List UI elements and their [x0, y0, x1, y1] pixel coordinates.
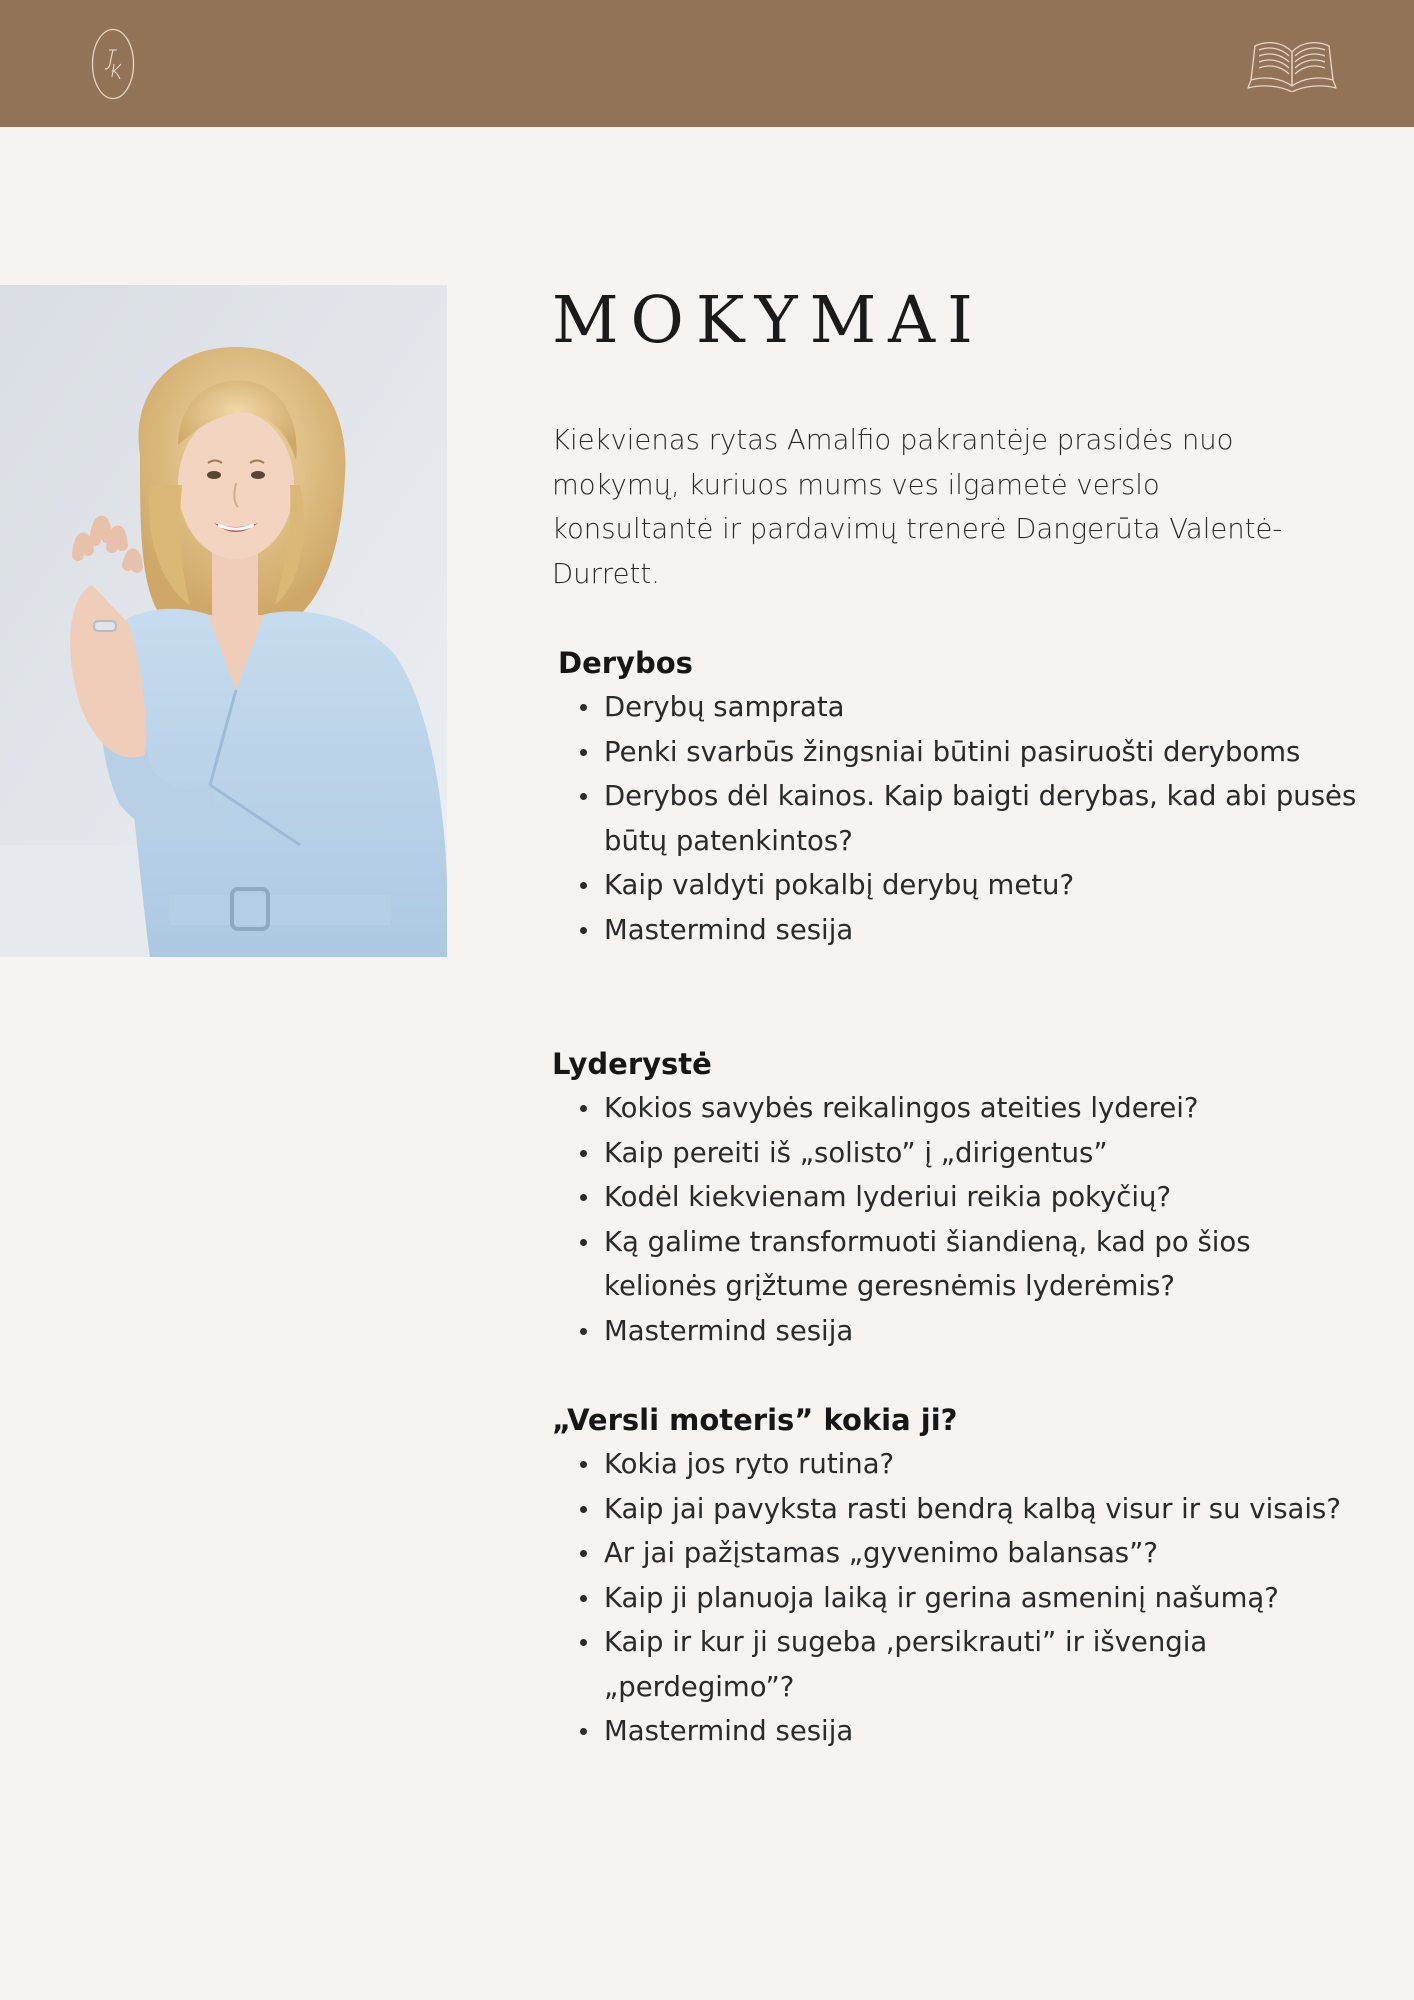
section-heading-versli-moteris: „Versli moteris” kokia ji? — [552, 1403, 958, 1437]
list-item: Kaip ji planuoja laiką ir gerina asmeninį našumą? — [604, 1576, 1364, 1621]
list-item: Kaip pereiti iš „solisto” į „dirigentus” — [604, 1131, 1364, 1176]
list-item: Mastermind sesija — [604, 1309, 1364, 1354]
page-title: MOKYMAI — [552, 283, 985, 358]
list-item: Derybos dėl kainos. Kaip baigti derybas, kad abi pusės būtų patenkintos? — [604, 774, 1364, 863]
page-header — [0, 0, 1414, 127]
list-item: Penki svarbūs žingsniai būtini pasiruošti deryboms — [604, 730, 1364, 775]
section-heading-derybos: Derybos — [558, 646, 693, 680]
list-item: Kokia jos ryto rutina? — [604, 1442, 1364, 1487]
open-book-icon — [1247, 38, 1337, 92]
list-item: Kokios savybės reikalingos ateities lyderei? — [604, 1086, 1364, 1131]
section-list-versli-moteris — [552, 1442, 1364, 1754]
list-item: Mastermind sesija — [604, 1709, 1364, 1754]
monogram-logo-icon — [91, 28, 135, 100]
list-item: Kaip ir kur ji sugeba ‚persikrauti” ir išvengia „perdegimo”? — [604, 1620, 1364, 1709]
portrait-photo — [0, 285, 447, 957]
intro-paragraph: Kiekvienas rytas Amalfio pakrantėje prasidės nuo mokymų, kuriuos mums ves ilgametė verslo konsultantė ir pardavimų trenerė Dangerūta Valentė-Durrett. — [552, 424, 1283, 590]
list-item: Mastermind sesija — [604, 908, 1364, 953]
list-item: Kaip jai pavyksta rasti bendrą kalbą visur ir su visais? — [604, 1487, 1364, 1532]
list-item: Kaip valdyti pokalbį derybų metu? — [604, 863, 1364, 908]
section-list-derybos — [552, 685, 1364, 952]
list-item: Kodėl kiekvienam lyderiui reikia pokyčių? — [604, 1175, 1364, 1220]
section-heading-lyderyste: Lyderystė — [552, 1047, 712, 1081]
list-item: Derybų samprata — [604, 685, 1364, 730]
list-item: Ką galime transformuoti šiandieną, kad po šios kelionės grįžtume geresnėmis lyderėmis? — [604, 1220, 1364, 1309]
section-list-lyderyste — [552, 1086, 1364, 1353]
list-item: Ar jai pažįstamas „gyvenimo balansas”? — [604, 1531, 1364, 1576]
